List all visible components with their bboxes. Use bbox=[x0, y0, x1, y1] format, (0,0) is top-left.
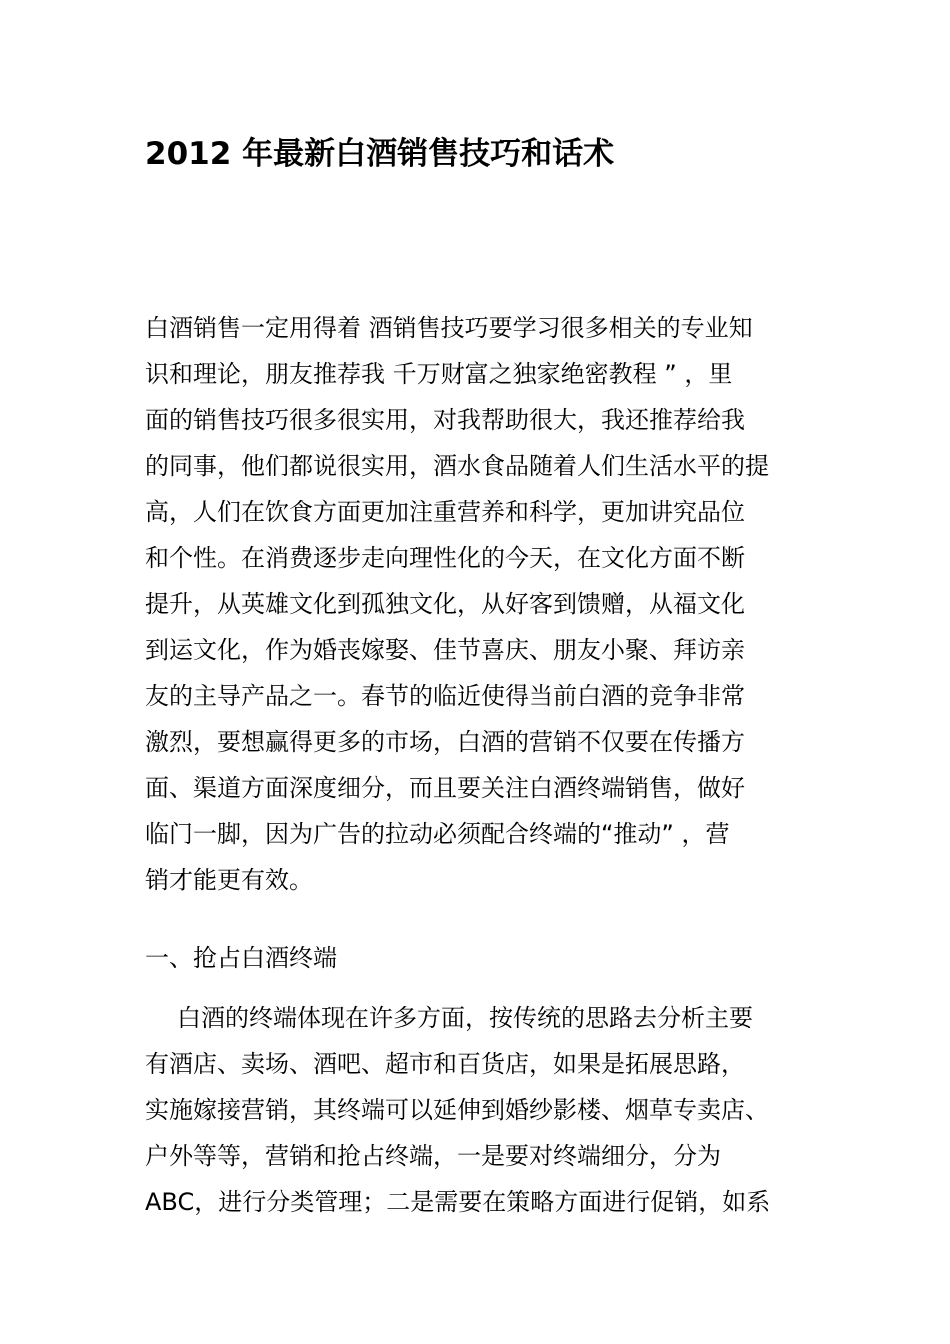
paragraph-line: ABC，进行分类管理；二是需要在策略方面进行促销，如系 bbox=[145, 1188, 771, 1216]
paragraph-line: 面、渠道方面深度细分，而且要关注白酒终端销售，做好 bbox=[145, 774, 745, 802]
intro-paragraph bbox=[145, 305, 769, 903]
paragraph-line: 识和理论，朋友推荐我 千万财富之独家绝密教程 ” ，里 bbox=[145, 360, 733, 388]
paragraph-line: 白酒销售一定用得着 酒销售技巧要学习很多相关的专业知 bbox=[145, 314, 753, 342]
paragraph-line: 销才能更有效。 bbox=[145, 866, 313, 894]
paragraph-line: 友的主导产品之一。春节的临近使得当前白酒的竞争非常 bbox=[145, 682, 745, 710]
paragraph-line: 和个性。在消费逐步走向理性化的今天，在文化方面不断 bbox=[145, 544, 745, 572]
paragraph-line: 到运文化，作为婚丧嫁娶、佳节喜庆、朋友小聚、拜访亲 bbox=[145, 636, 745, 664]
paragraph-line: 激烈，要想赢得更多的市场，白酒的营销不仅要在传播方 bbox=[145, 728, 745, 756]
section-heading: 一、抢占白酒终端 bbox=[145, 944, 337, 972]
paragraph-line: 提升，从英雄文化到孤独文化，从好客到馈赠，从福文化 bbox=[145, 590, 745, 618]
paragraph-line: 实施嫁接营销，其终端可以延伸到婚纱影楼、烟草专卖店、 bbox=[145, 1096, 769, 1124]
paragraph-line: 户外等等，营销和抢占终端，一是要对终端细分，分为 bbox=[145, 1142, 721, 1170]
paragraph-line: 高，人们在饮食方面更加注重营养和科学，更加讲究品位 bbox=[145, 498, 745, 526]
paragraph-line: 面的销售技巧很多很实用，对我帮助很大，我还推荐给我 bbox=[145, 406, 745, 434]
paragraph-line: 的同事，他们都说很实用，酒水食品随着人们生活水平的提 bbox=[145, 452, 769, 480]
section-paragraph bbox=[145, 995, 770, 1225]
document-title: 2012 年最新白酒销售技巧和话术 bbox=[145, 136, 615, 172]
paragraph-line: 有酒店、卖场、酒吧、超市和百货店，如果是拓展思路， bbox=[145, 1050, 745, 1078]
paragraph-line: 临门一脚，因为广告的拉动必须配合终端的“推动” ，营 bbox=[145, 820, 730, 848]
paragraph-line: 白酒的终端体现在许多方面，按传统的思路去分析主要 bbox=[177, 1004, 753, 1032]
